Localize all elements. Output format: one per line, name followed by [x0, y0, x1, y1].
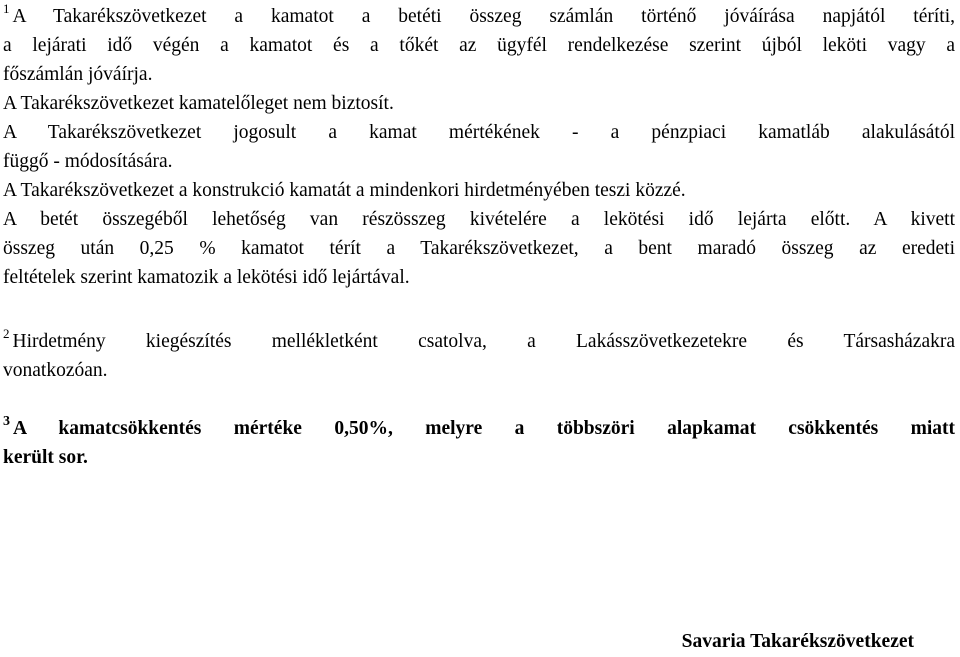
- footnote-1-line: feltételek szerint kamatozik a lekötési idő lejártával.: [3, 267, 410, 288]
- footnote-1-line: A Takarékszövetkezet a konstrukció kamatát a mindenkori hirdetményében teszi közzé.: [3, 180, 686, 201]
- footnote-1-line: A Takarékszövetkezet jogosult a kamat mértékének - a pénzpiaci kamatláb alakulásától: [3, 122, 955, 143]
- footnote-1-line: A betét összegéből lehetőség van részösszeg kivételére a lekötési idő lejárta előtt. A kivett: [3, 209, 955, 230]
- footnote-1-line: A Takarékszövetkezet kamatelőleget nem biztosít.: [3, 93, 394, 114]
- footnote-3-marker: 3: [3, 413, 10, 429]
- footnote-2-line: vonatkozóan.: [3, 360, 108, 381]
- signature-line: Savaria Takarékszövetkezet: [681, 631, 914, 652]
- footnote-1-line: összeg után 0,25 % kamatot térít a Takarékszövetkezet, a bent maradó összeg az eredeti: [3, 238, 955, 259]
- footnote-3-line: került sor.: [3, 447, 88, 468]
- footnote-1-marker: 1: [3, 0, 10, 16]
- footnote-2: [3, 327, 955, 385]
- footnote-2-line: $^2$ Hirdetmény kiegészítés mellékletként csatolva, a Lakásszövetkezetekre és Társasházakra: [3, 325, 955, 352]
- footnote-1-line: függő - módosítására.: [3, 151, 173, 172]
- footnote-3: [3, 414, 955, 472]
- footnote-1-line: a lejárati idő végén a kamatot és a tőkét az ügyfél rendelkezése szerint újból leköti vagy a: [3, 35, 955, 56]
- footnote-1-line: főszámlán jóváírja.: [3, 64, 153, 85]
- footnote-2-marker: 2: [3, 325, 10, 341]
- footnote-1-line: $^1$ A Takarékszövetkezet a kamatot a betéti összeg számlán történő jóváírása napjától téríti,: [3, 0, 955, 27]
- footnote-1: [3, 2, 955, 292]
- footnote-3-line: $^3$ A kamatcsökkentés mértéke 0,50%, melyre a többszöri alapkamat csökkentés miatt: [3, 413, 955, 439]
